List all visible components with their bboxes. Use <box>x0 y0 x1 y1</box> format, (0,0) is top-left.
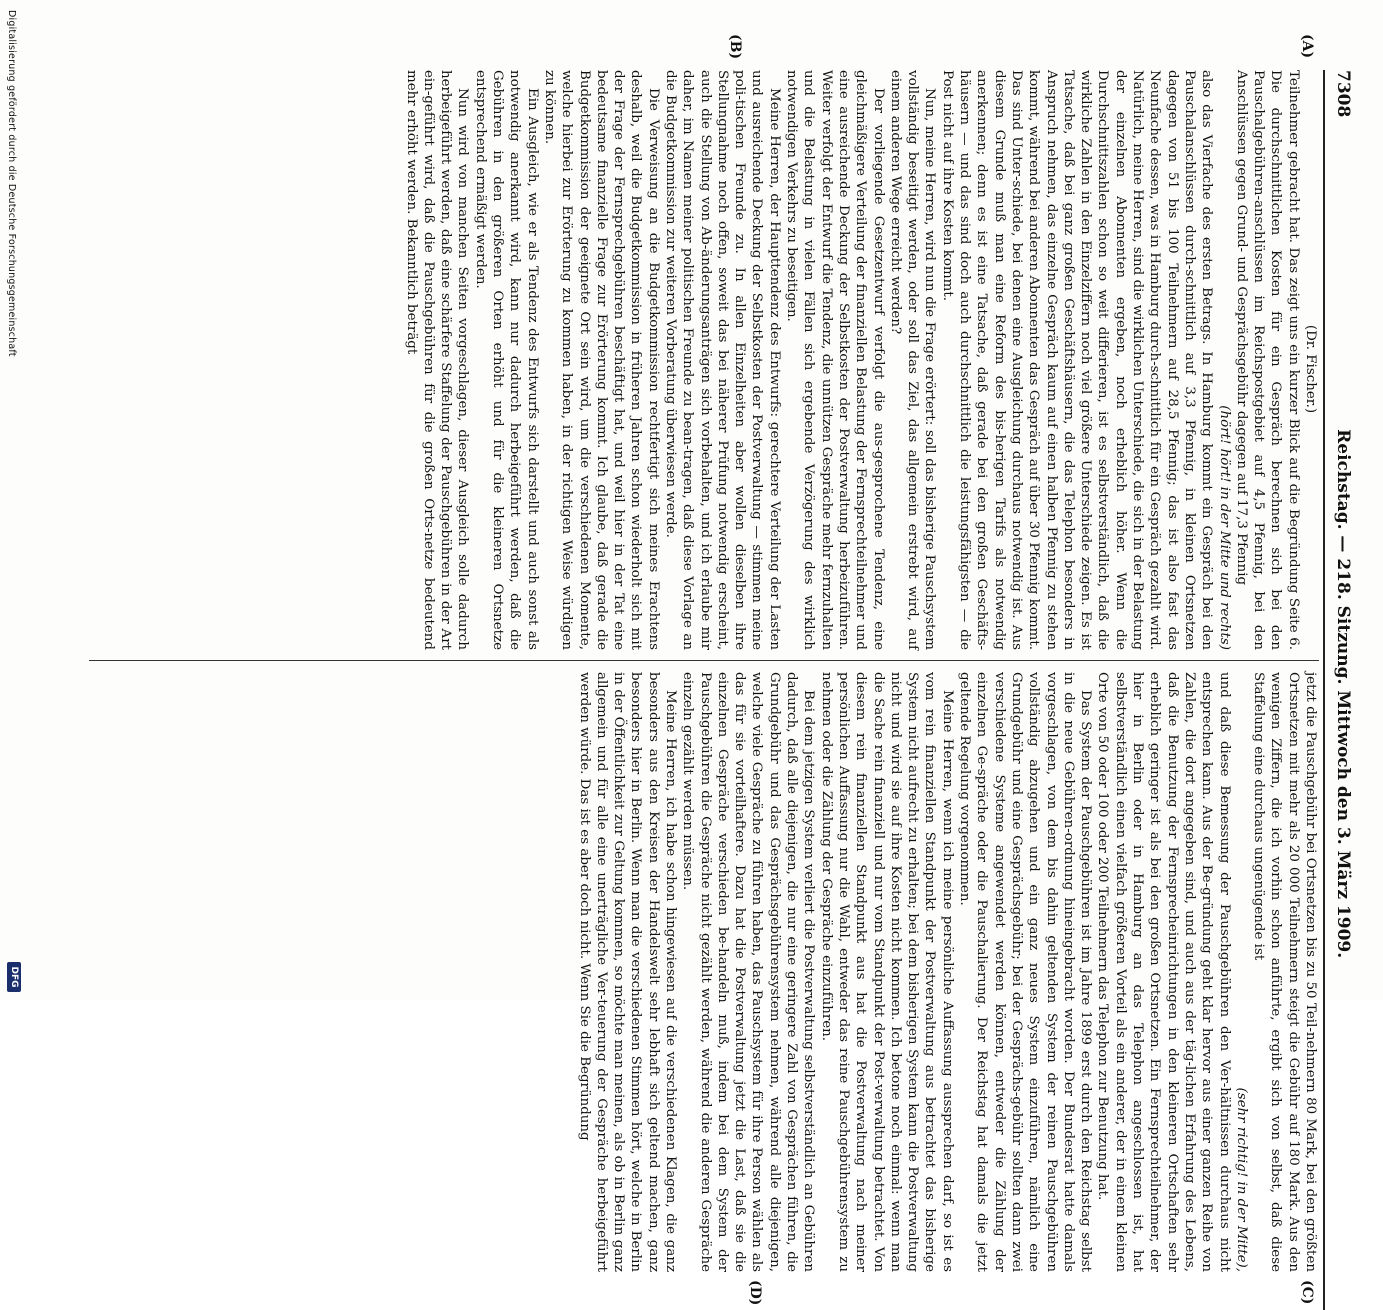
margin-label-d: (D) <box>747 1280 763 1306</box>
right-column <box>89 672 1319 1272</box>
interjection: (hört! hört! in der Mitte und rechts) <box>1216 405 1232 650</box>
paragraph: jetzt die Pauschgebühr bei Ortsnetzen bis zu 50 Teil-nehmern 80 Mark, bei den größten Ortsnetzen mit mehr als 20 000 Teilnehmern steigt die Gebühr auf 180 Mark. Aus den wenigen Ziffern, die ich vorhin schon anführte, ergibt sich von selbst, daß diese Staffelung eine durchaus ungenügende ist <box>1251 672 1318 1272</box>
paragraph: also das Vierfache des ersten Betrags. In Hamburg kommt ein Gespräch bei den Pauschalanschlüssen durch-schnittlich auf 3,3 Pfennig, in kleinen Ortsnetzen dagegen von 51 bis 100 Teilnehmern auf 28,5 Pfennig; das ist also fast das Neunfache dessen, was in Hamburg durch-schnittlich für ein Gespräch gezahlt wird. Natürlich, meine Herren, sind die wirklichen Unterschiede, die sich in der Belastung der einzelnen Abonnenten ergeben, noch erheblich höher. Wenn die Durchschnittszahlen schon so weit differieren, ist es selbstverständlich, daß die wirkliche Zahlen in den Einzelziffern noch viel größere Unterschiede zeigen. Es ist Tatsache, daß bei ganz großen Geschäftshäusern, die das Telephon besonders in Anspruch nehmen, das einzelne Gespräch kaum auf einen halben Pfennig zu stehen kommt, während bei anderen Abonnenten das Gespräch auf über 30 Pfennig kommt. Das sind Unter-schiede, bei denen eine Ausgleichung durchaus notwendig ist. Aus diesem Grunde muß man eine Reform des bis-herigen Tarifs als notwendig anerkennen; denn es ist eine Tatsache, daß gerade bei den großen Geschäfts-häusern — und das sind doch auch durchschnittlich die leistungsfähigsten — die Post nicht auf ihre Kosten kommt. <box>939 70 1215 650</box>
page-header <box>1327 70 1359 1310</box>
paragraph: Nun wird von manchen Seiten vorgeschlagen, dieser Ausgleich solle dadurch herbeigeführt werden, daß eine schärfere Staffelung der Pauschgebühren in der Art ein-geführt wird, daß die Pauschgebühren für die großen Orts-netze bedeutend mehr erhöht werden. Bekanntlich beträgt <box>403 70 471 650</box>
paragraph: Meine Herren, der Haupttendenz des Entwurfs: gerechtere Verteilung der Lasten und ausreichende Deckung der Selbstkosten der Postverwaltung — stimmen meine poli-tischen Freunde zu. In allen Einzelheiten aber wollen dieselben ihre Stellungnahme noch offen, soweit das bei näherer Prüfung notwendig erscheint, auch die Stellung von Ab-änderungsanträgen sich vorbehalten, und ich erlaube mir daher, im Namen meiner politischen Freunde zu bean-tragen, daß diese Vorlage an die Budgetkommission zur weiteren Vorberatung überwiesen werde. <box>663 70 782 650</box>
margin-label-b: (B) <box>727 34 743 60</box>
header-title: Reichstag. — 218. Sitzung. Mittwoch den 3. März 1909. <box>1333 429 1353 959</box>
paragraph: Ein Ausgleich, wie er als Tendenz des Entwurfs sich darstellt und auch sonst als notwendig anerkannt wird, kann nur dadurch herbeigeführt werden, daß die Gebühren in den größeren Orten erhöht und für die kleineren Ortsnetze entsprechend ermäßigt werden. <box>472 70 540 650</box>
paragraph: und daß diese Bemessung der Pauschgebühren den Ver-hältnissen durchaus nicht entsprechen kann. Aus der Be-gründung geht klar hervor aus einer ganzen Reihe von Zahlen, die dort angegeben sind, und auch aus der täg-lichen Erfahrung des Lebens, daß die Benutzung der Fernsprecheinrichtungen in den kleineren Ortschaften sehr erheblich geringer ist als bei den großen Ortsnetzen. Ein Fernsprechteilnehmer, der hier in Berlin oder in Hamburg an das Telephon angeschlossen ist, hat selbstverständlich einen vielfach größeren Vorteil als ein anderer, der in einem kleinen Orte von 50 oder 100 oder 200 Teilnehmern das Telephon zur Benutzung hat. <box>1095 672 1232 1272</box>
margin-label-c: (C) <box>1299 1280 1315 1305</box>
paragraph: Bei dem jetzigen System verliert die Postverwaltung selbstverständlich an Gebühren dadurch, daß alle diejenigen, die nur eine geringere Zahl von Gesprächen führen, die Grundgebühr und das Gesprächsgebührensystem nehmen, während alle diejenigen, welche viele Gespräche zu führen haben, das Pauschsystem für ihre Person wählen als das für sie vorteilhaftere. Dazu hat die Postverwaltung jetzt die Last, daß sie die einzelnen Gespräche verschieden be-handeln muß, indem bei dem System der Pauschgebühren die Gespräche nicht gezählt werden, während die anderen Gespräche einzeln gezählt werden müssen. <box>680 672 817 1272</box>
header-rule <box>1323 70 1325 1310</box>
paragraph: Meine Herren, ich habe schon hingewiesen auf die verschiedenen Klagen, die ganz besonders aus den Kreisen der Handelswelt sehr lebhaft sich geltend machen, ganz besonders hier in Berlin. Wenn man die verschiedenen Stimmen hört, welche in Berlin in der Öffentlichkeit zur Geltung kommen, so möchte man meinen, als ob in Berlin ganz allgemein und für alle eine unerträgliche Ver-teuerung der Gespräche herbeigeführt werden würde. Das ist es aber doch nicht. Wenn Sie die Begründung <box>576 672 679 1272</box>
column-divider <box>89 660 1319 661</box>
speaker-name: (Dr. Fischer.) <box>1303 324 1318 414</box>
dfg-logo: DFG <box>7 962 21 992</box>
page-number: 7308 <box>1333 70 1353 118</box>
paragraph: Die Verweisung an die Budgetkommission rechtfertigt sich meines Erachtens deshalb, weil die Budgetkommission in früheren Jahren schon wiederholt sich mit der Frage der Fernsprechgebühren beschäftigt hat, und weil hier in der Tat eine bedeutsame finanzielle Frage zur Erörterung kommt. Ich glaube, daß gerade die Budgetkommission der geeignete Ort sein wird, um die verschiedenen Momente, welche hierbei zur Erörterung zu kommen haben, in der richtigen Weise würdigen zu können. <box>541 70 661 650</box>
interjection: (sehr richtig! in der Mitte), <box>1233 1087 1249 1272</box>
digitization-credit: Digitalisierung gefördert durch die Deutsche Forschungsgemeinschaft <box>6 10 17 357</box>
paragraph: Meine Herren, wenn ich meine persönliche Auffassung aussprechen darf, so ist es vom rein finanziellen Standpunkt der Postverwaltung aus betrachtet das bisherige System nicht aufrecht zu erhalten; bei dem bisherigen System kann die Postverwaltung nicht und wird sie auf ihre Kosten nicht kommen. Ich betone noch einmal: wenn man die Sache rein finanziell und nur vom Standpunkt der Post-verwaltung betrachtet. Von diesem rein finanziellen Standpunkt aus hat die Postverwaltung nach meiner persönlichen Auffassung nur die Wahl, entweder das reine Pauschgebührensystem zu nehmen oder die Zählung der Gespräche einzuführen. <box>818 672 955 1272</box>
paragraph: Teilnehmer gebracht hat. Das zeigt uns ein kurzer Blick auf die Begründung Seite 6. Die durchschnittlichen Kosten für ein Gespräch berechnen sich bei den Pauschalgebühren-anschlüssen im Reichspostgebiet auf 4,5 Pfennig, bei den Anschlüssen gegen Grund- und Gesprächsgebühr dagegen auf 17,3 Pfennig <box>1233 70 1301 650</box>
paragraph: Nun, meine Herren, wird nun die Frage erörtert: soll das bisherige Pauschsystem vollständig beseitigt werden, oder soll das Ziel, das allgemein erstrebt wird, auf einem anderen Wege erreicht werden? <box>887 70 938 650</box>
margin-label-a: (A) <box>1299 34 1315 59</box>
paragraph: Der vorliegende Gesetzentwurf verfolgt die aus-gesprochene Tendenz, eine gleichmäßigere Verteilung der finanziellen Belastung der Fernsprechteilnehmer und eine ausreichende Deckung der Selbstkosten der Postverwaltung herbeizuführen. Weiter verfolgt der Entwurf die Tendenz, die unnützen Gespräche mehr fernzuhalten und die Belastung in vielen Fällen sich ergebende Verzögerung des wirklich notwendigen Verkehrs zu beseitigen. <box>784 70 886 650</box>
paragraph: Das System der Pauschgebühren ist im Jahre 1899 erst durch den Reichstag selbst in die neue Gebühren-ordnung hineingebracht worden. Der Bundesrat hatte damals vorgeschlagen, von dem bis dahin geltenden System der reinen Pauschgebühren vollständig abzugehen und ein ganz neues System einzuführen, nämlich eine Grundgebühr und eine Gesprächsgebühr; bei der Gesprächs-gebühr sollten dann zwei verschiedene Systeme angewendet werden können, entweder die Zählung der einzelnen Ge-spräche oder die Pauschalierung. Der Reichstag hat damals die jetzt geltende Regelung vorgenommen. <box>957 672 1094 1272</box>
left-column <box>89 70 1319 650</box>
